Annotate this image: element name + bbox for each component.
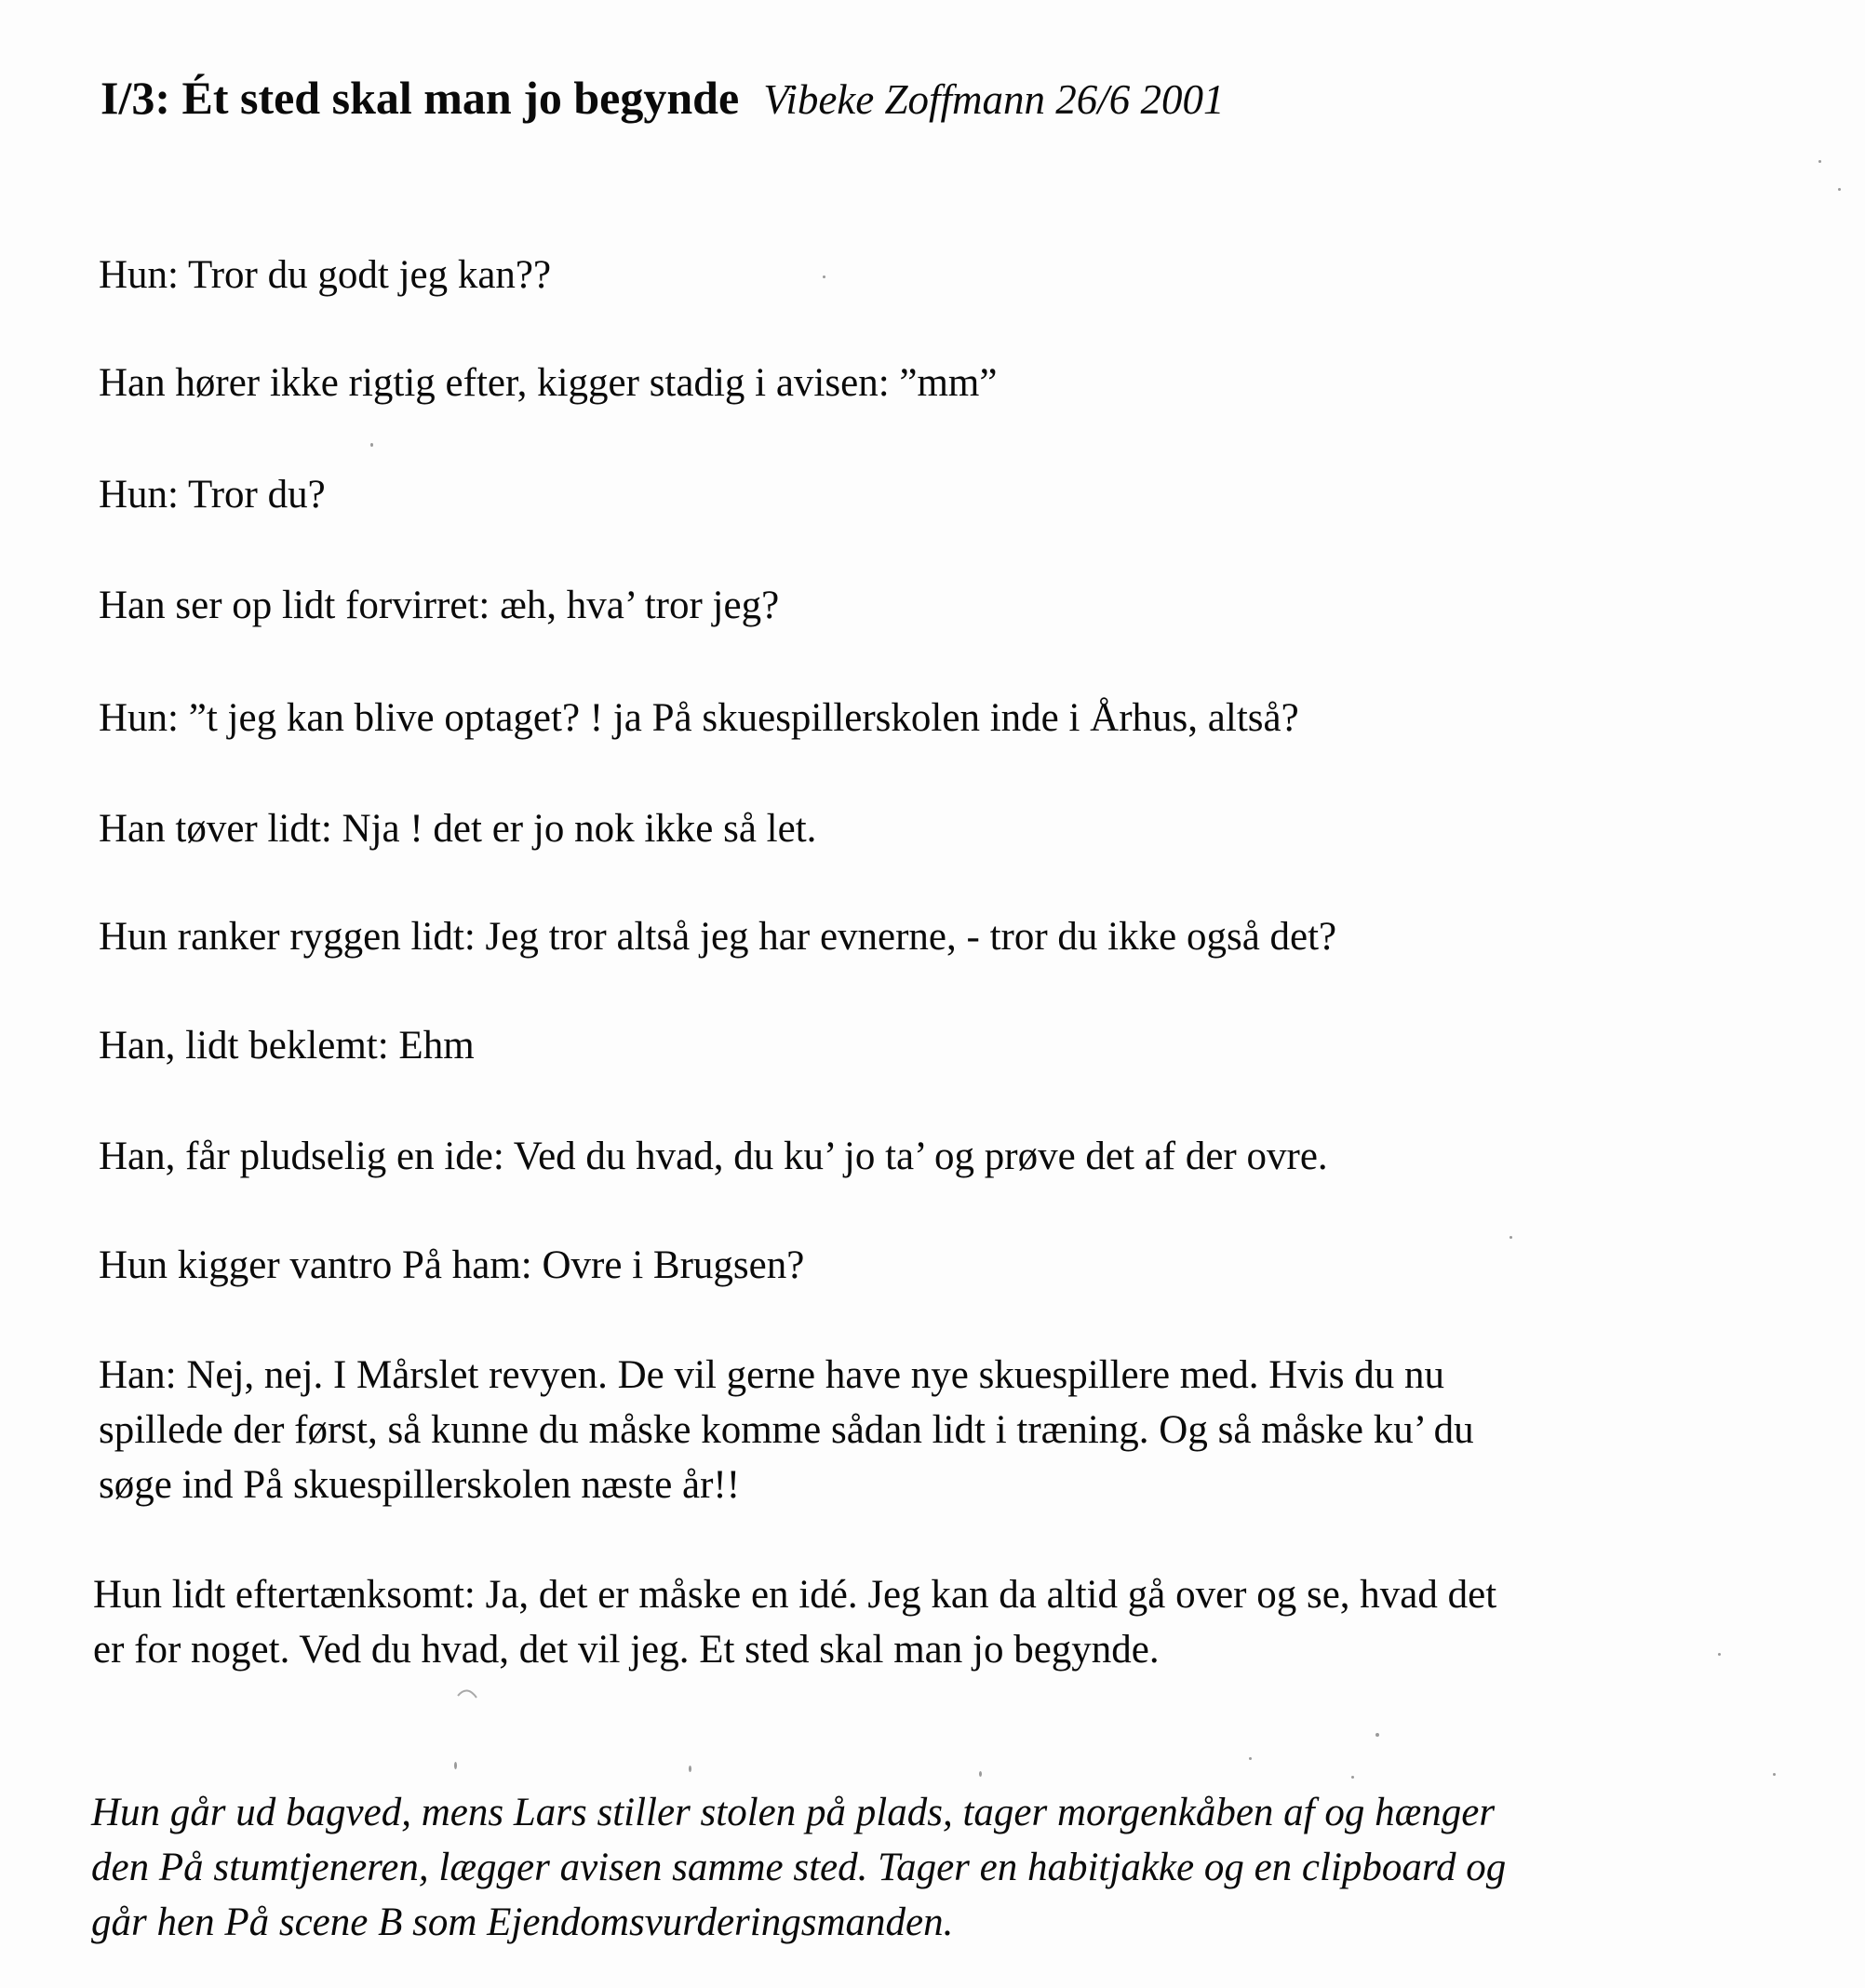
- scan-speck: [1351, 1776, 1354, 1779]
- scan-speck: [1818, 160, 1821, 163]
- scan-speck: [1509, 1236, 1512, 1239]
- scan-speck: [370, 443, 373, 447]
- scan-speck: [454, 1762, 457, 1769]
- scan-speck: [1838, 188, 1841, 191]
- scan-speck: [1249, 1757, 1252, 1760]
- dialogue-line-7: Hun ranker ryggen lidt: Jeg tror altså jeg har evnerne, - tror du ikke også det?: [99, 915, 1337, 959]
- scan-speck: [823, 275, 825, 278]
- stage-direction-line-2: den På stumtjeneren, lægger avisen samme sted. Tager en habitjakke og en clipboard og: [91, 1846, 1507, 1889]
- scan-speck: [689, 1766, 691, 1772]
- dialogue-line-1: Hun: Tror du godt jeg kan??: [99, 253, 552, 297]
- scan-speck: [1773, 1773, 1776, 1776]
- dialogue-line-5: Hun: ”t jeg kan blive optaget? ! ja På skuespillerskolen inde i Århus, altså?: [99, 696, 1299, 740]
- scan-speck: [979, 1771, 982, 1777]
- dialogue-line-6: Han tøver lidt: Nja ! det er jo nok ikke så let.: [99, 807, 817, 851]
- dialogue-paragraph-11-line-3: søge ind På skuespillerskolen næste år!!: [99, 1463, 741, 1507]
- dialogue-line-9: Han, får pludselig en ide: Ved du hvad, du ku’ jo ta’ og prøve det af der ovre.: [99, 1135, 1328, 1178]
- dialogue-line-3: Hun: Tror du?: [99, 473, 326, 517]
- dialogue-paragraph-12-line-1: Hun lidt eftertænksomt: Ja, det er måske en idé. Jeg kan da altid gå over og se, hvad det: [93, 1573, 1497, 1617]
- stage-direction-line-1: Hun går ud bagved, mens Lars stiller stolen på plads, tager morgenkåben af og hænger: [91, 1791, 1496, 1834]
- author-date: Vibeke Zoffmann 26/6 2001: [763, 76, 1225, 123]
- dialogue-paragraph-11-line-1: Han: Nej, nej. I Mårslet revyen. De vil gerne have nye skuespillere med. Hvis du nu: [99, 1353, 1445, 1397]
- dialogue-paragraph-11-line-2: spillede der først, så kunne du måske komme sådan lidt i træning. Og så måske ku’ du: [99, 1408, 1474, 1452]
- scan-speck: [1718, 1653, 1721, 1656]
- dialogue-line-10: Hun kigger vantro På ham: Ovre i Brugsen?: [99, 1243, 805, 1287]
- dialogue-line-8: Han, lidt beklemt: Ehm: [99, 1024, 475, 1068]
- document-title: I/3: Ét sted skal man jo begynde: [101, 72, 740, 124]
- header: [101, 71, 1225, 125]
- scan-speck: [1375, 1733, 1379, 1737]
- scan-mark: [454, 1683, 491, 1720]
- dialogue-paragraph-12-line-2: er for noget. Ved du hvad, det vil jeg. Et sted skal man jo begynde.: [93, 1628, 1160, 1672]
- dialogue-line-4: Han ser op lidt forvirret: æh, hva’ tror jeg?: [99, 584, 780, 627]
- stage-direction: [91, 1785, 1506, 1950]
- dialogue-line-2: Han hører ikke rigtig efter, kigger stadig i avisen: ”mm”: [99, 361, 998, 405]
- stage-direction-line-3: går hen På scene B som Ejendomsvurderingsmanden.: [91, 1901, 954, 1944]
